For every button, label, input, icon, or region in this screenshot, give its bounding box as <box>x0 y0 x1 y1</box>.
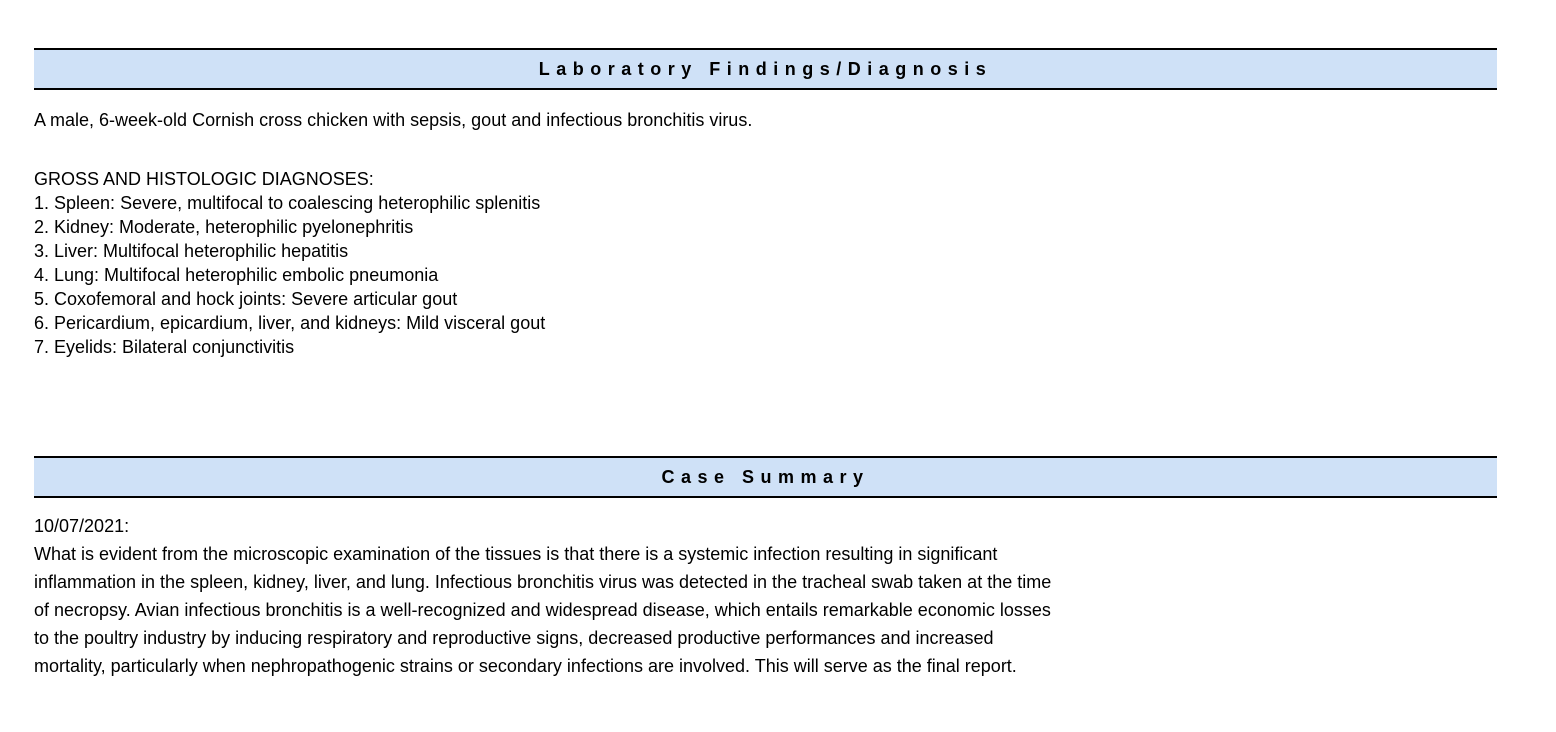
case-summary-line: of necropsy. Avian infectious bronchitis is a well-recognized and widespread disease, which entails remarkable economic losses <box>34 600 1051 620</box>
diagnosis-item: 7. Eyelids: Bilateral conjunctivitis <box>34 337 295 357</box>
case-summary-body <box>34 512 1051 680</box>
lab-summary-text: A male, 6-week-old Cornish cross chicken with sepsis, gout and infectious bronchitis virus. <box>34 110 753 130</box>
diagnosis-item: 3. Liver: Multifocal heterophilic hepatitis <box>34 241 349 261</box>
diagnosis-item: 5. Coxofemoral and hock joints: Severe articular gout <box>34 289 458 309</box>
case-summary-line: What is evident from the microscopic examination of the tissues is that there is a systemic infection resulting in significant <box>34 544 998 564</box>
case-date: 10/07/2021: <box>34 516 130 536</box>
diagnosis-item: 2. Kidney: Moderate, heterophilic pyelonephritis <box>34 217 414 237</box>
case-summary-line: inflammation in the spleen, kidney, liver, and lung. Infectious bronchitis virus was detected in the tracheal swab taken at the time <box>34 572 1052 592</box>
spacer <box>34 132 752 167</box>
lab-findings-body <box>34 108 752 359</box>
diagnoses-heading: GROSS AND HISTOLOGIC DIAGNOSES: <box>34 169 374 189</box>
diagnosis-item: 4. Lung: Multifocal heterophilic embolic pneumonia <box>34 265 439 285</box>
case-summary-header: Case Summary <box>34 456 1497 498</box>
case-summary-line: mortality, particularly when nephropathogenic strains or secondary infections are involved. This will serve as the final report. <box>34 656 1017 676</box>
case-summary-line: to the poultry industry by inducing respiratory and reproductive signs, decreased productive performances and increased <box>34 628 994 648</box>
lab-findings-header: Laboratory Findings/Diagnosis <box>34 48 1497 90</box>
diagnosis-item: 6. Pericardium, epicardium, liver, and kidneys: Mild visceral gout <box>34 313 546 333</box>
diagnosis-item: 1. Spleen: Severe, multifocal to coalescing heterophilic splenitis <box>34 193 541 213</box>
